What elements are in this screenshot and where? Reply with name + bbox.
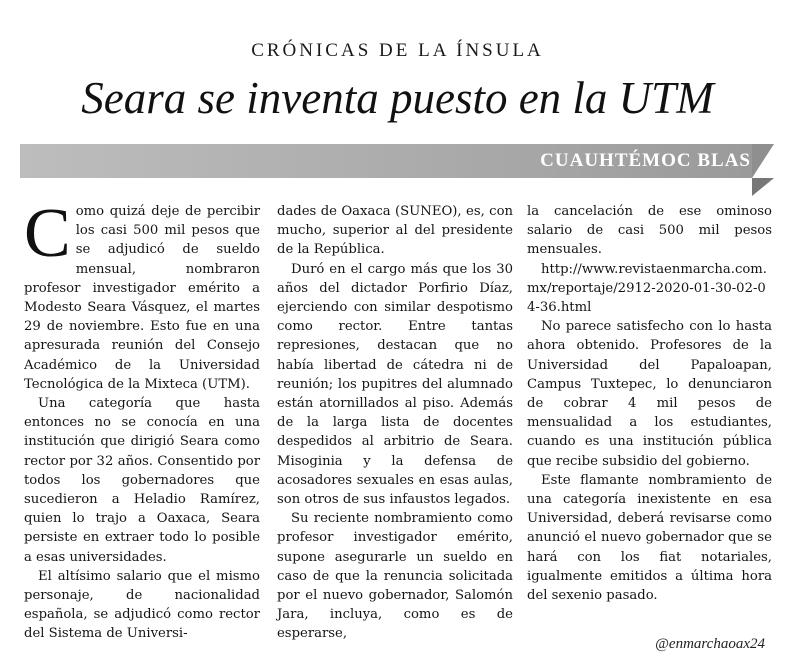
headline: Seara se inventa puesto en la UTM bbox=[81, 73, 714, 123]
paragraph: Una categoría que hasta entonces no se conocía en una institución que dirigió Seara como rector por 32 años. Consentido por todos los gobernadores que sucedieron a Heladio Ramírez, quien lo trajo a Oaxaca, Seara persiste en extraer todo lo posible a esas universidades. bbox=[24, 396, 260, 565]
paragraph: la cancelación de ese ominoso salario de casi 500 mil pesos mensuales. bbox=[527, 204, 772, 258]
author-byline: CUAUHTÉMOC BLAS bbox=[540, 150, 751, 171]
byline-fold-decoration bbox=[752, 144, 774, 178]
drop-cap: C bbox=[24, 195, 71, 272]
paragraph: No parece satisfecho con lo hasta ahora obtenido. Profesores de la Universidad del Papaloapan, Campus Tuxtepec, lo denunciaron de cobrar 4 mil pesos de mensualidad a los estudiantes, cuando es una institución pública que recibe subsidio del gobierno. bbox=[527, 319, 772, 469]
paragraph: Este flamante nombramiento de una categoría inexistente en esa Universidad, deberá revisarse como anunció el nuevo gobernador que se hará con los fiat notariales, igualmente emitidos a última hora del sexenio pasado. bbox=[527, 472, 772, 604]
paragraph: dades de Oaxaca (SUNEO), es, con mucho, superior al del presidente de la República. bbox=[277, 204, 513, 258]
social-handle: @enmarchaoax24 bbox=[655, 636, 765, 652]
byline-fold-shadow bbox=[752, 178, 774, 196]
section-title: CRÓNICAS DE LA ÍNSULA bbox=[251, 40, 544, 61]
article-column-3 bbox=[527, 202, 772, 605]
paragraph-text: omo quizá deje de percibir los casi 500 mil pesos que se adjudicó de sueldo mensual, nombraron profesor investigador emérito a Modesto Seara Vásquez, el martes 29 de noviembre. Esto fue en una apresurada reunión del Consejo Académico de la Universidad Tecnológica de la Mixteca (UTM). bbox=[24, 204, 260, 392]
paragraph bbox=[24, 195, 260, 394]
paragraph: Duró en el cargo más que los 30 años del dictador Porfirio Díaz, ejerciendo con similar despotismo como rector. Entre tantas represiones, destacan que no había libertad de cátedra ni de reunión; los pupitres del alumnado están atornillados al piso. Además de la larga lista de docentes despedidos al arbitrio de Seara. Misoginia y la defensa de acosadores sexuales en esas aulas, son otros de sus infaustos legados. bbox=[277, 261, 513, 508]
paragraph: El altísimo salario que el mismo personaje, de nacionalidad española, se adjudicó como rector del Sistema de Universi- bbox=[24, 568, 260, 642]
paragraph: Su reciente nombramiento como profesor investigador emérito, supone asegurarle un sueldo en caso de que la renuncia solicitada por el nuevo gobernador, Salomón Jara, incluya, como es de esperarse, bbox=[277, 511, 513, 642]
source-url[interactable]: http://www.revistaenmarcha.com.mx/reportaje/2912-2020-01-30-02-04-36.html bbox=[527, 261, 767, 316]
article-column-2 bbox=[277, 202, 513, 644]
article-column-1 bbox=[24, 195, 260, 644]
